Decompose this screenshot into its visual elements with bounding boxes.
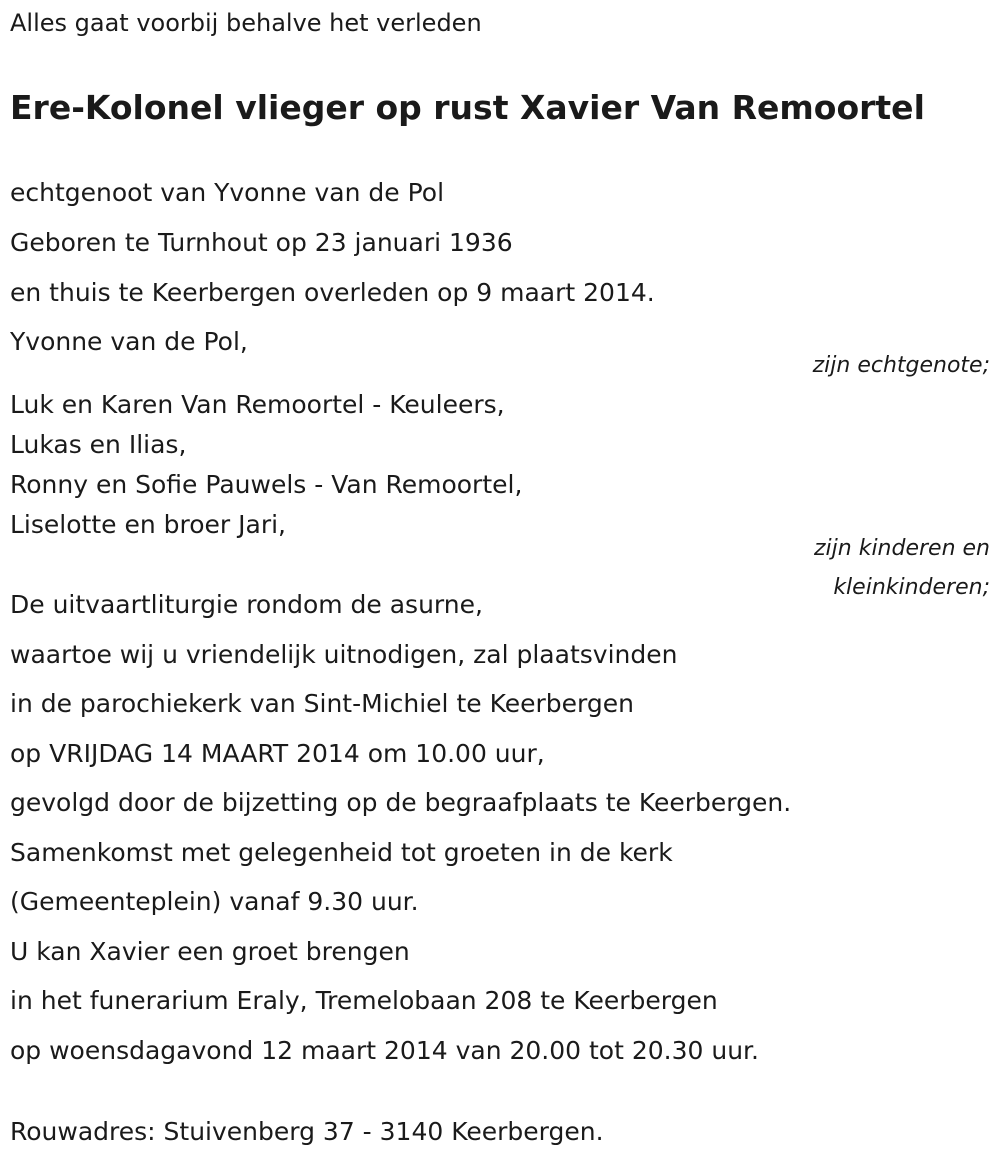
spouse-note: zijn echtgenote; (812, 353, 990, 378)
intro-line: Yvonne van de Pol, (10, 327, 248, 356)
ceremony-line: U kan Xavier een groet brengen (10, 937, 410, 966)
motto: Alles gaat voorbij behalve het verleden (10, 9, 482, 37)
ceremony-line: Samenkomst met gelegenheid tot groeten in de kerk (10, 838, 673, 867)
intro-line: en thuis te Keerbergen overleden op 9 maart 2014. (10, 278, 655, 307)
ceremony-line: in de parochiekerk van Sint-Michiel te Keerbergen (10, 689, 634, 718)
family-note-line: zijn kinderen en (814, 536, 990, 561)
ceremony-line: op woensdagavond 12 maart 2014 van 20.00 tot 20.30 uur. (10, 1036, 759, 1065)
intro-line: echtgenoot van Yvonne van de Pol (10, 178, 445, 207)
family-line: Liselotte en broer Jari, (10, 510, 286, 539)
ceremony-line: gevolgd door de bijzetting op de begraafplaats te Keerbergen. (10, 788, 792, 817)
ceremony-line: in het funerarium Eraly, Tremelobaan 208 te Keerbergen (10, 986, 718, 1015)
address: Rouwadres: Stuivenberg 37 - 3140 Keerbergen. (10, 1117, 604, 1146)
family-note-line: kleinkinderen; (833, 575, 990, 600)
ceremony-line: op VRIJDAG 14 MAART 2014 om 10.00 uur, (10, 739, 545, 768)
intro-line: Geboren te Turnhout op 23 januari 1936 (10, 228, 513, 257)
ceremony-line: (Gemeenteplein) vanaf 9.30 uur. (10, 887, 419, 916)
ceremony-line: waartoe wij u vriendelijk uitnodigen, zal plaatsvinden (10, 640, 678, 669)
ceremony-line: De uitvaartliturgie rondom de asurne, (10, 590, 483, 619)
family-line: Ronny en Sofie Pauwels - Van Remoortel, (10, 470, 523, 499)
family-line: Lukas en Ilias, (10, 430, 187, 459)
family-line: Luk en Karen Van Remoortel - Keuleers, (10, 390, 505, 419)
page-title: Ere-Kolonel vlieger op rust Xavier Van Remoortel (10, 88, 925, 127)
